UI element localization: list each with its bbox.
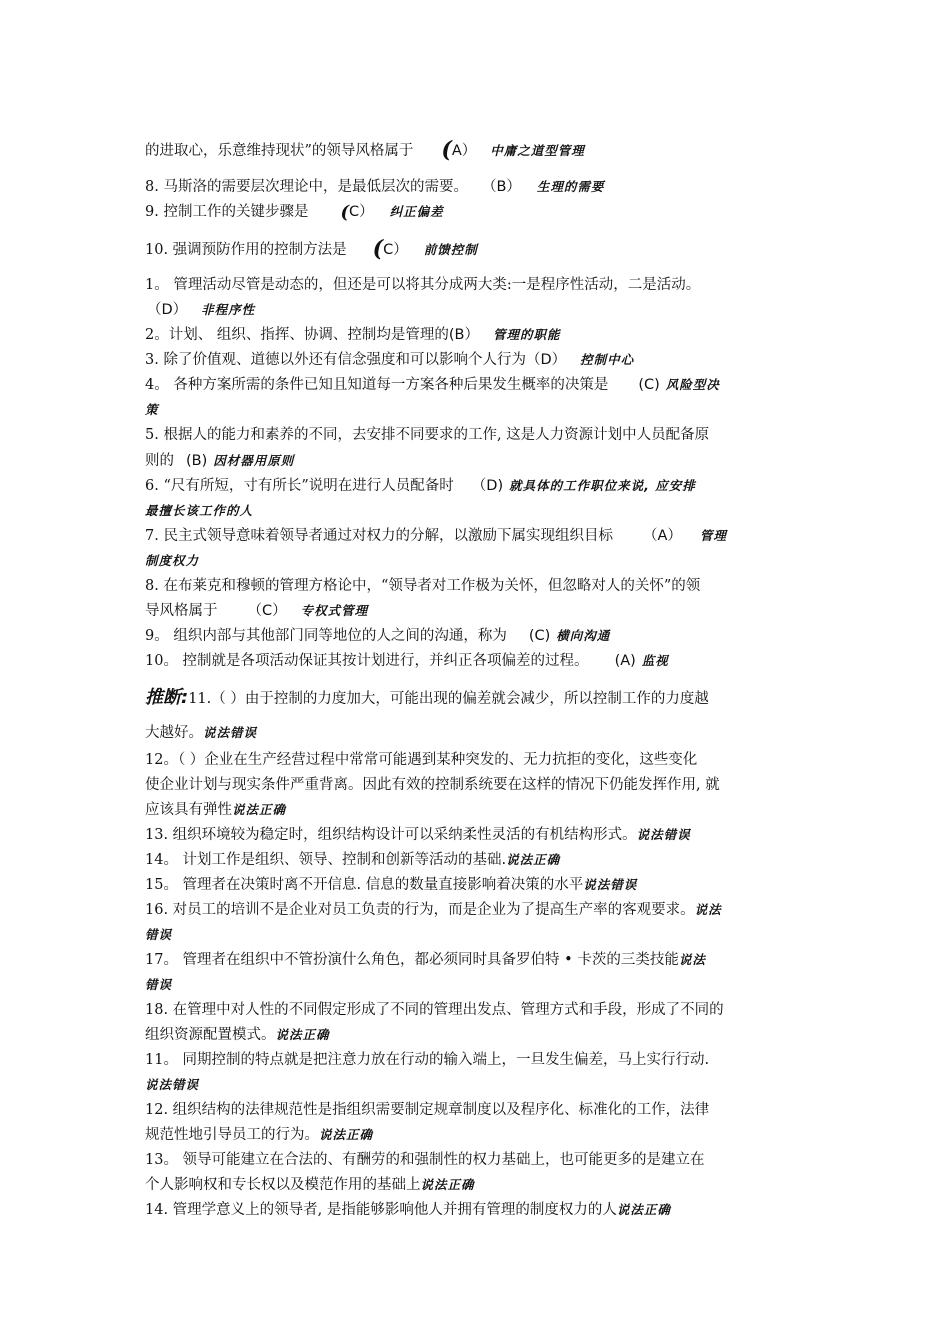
option-label: (B) [186, 453, 208, 469]
answer-text: 说法 [678, 952, 706, 967]
text-line [145, 751, 810, 769]
line-text: 使企业计划与现实条件严重背离。因此有效的控制系统要在这样的情况下仍能发挥作用, 就 [145, 777, 720, 793]
line-text: 11。 同期控制的特点就是把注意力放在行动的输入端上，一旦发生偏差，马上实行行动. [145, 1052, 710, 1068]
open-paren-mark: ( [340, 202, 349, 223]
line-text: 9。 组织内部与其他部门同等地位的人之间的沟通，称为 [145, 628, 507, 644]
text-line [145, 1176, 810, 1194]
text-line [145, 1026, 810, 1044]
line-text: 2。计划、 组织、指挥、协调、控制均是管理的 [145, 327, 449, 343]
text-line [145, 552, 810, 570]
text-line [145, 876, 810, 894]
option-label: （B） [481, 179, 521, 195]
option-label: A） [451, 143, 477, 159]
text-line [145, 1076, 810, 1094]
line-text: 13。 领导可能建立在合法的、有酬劳的和强制性的权力基础上，也可能更多的是建立在 [145, 1152, 705, 1168]
answer-text: 说法正确 [275, 1027, 330, 1042]
text-line [145, 1101, 810, 1119]
line-text: 大越好。 [145, 725, 203, 741]
answer-text: 监视 [641, 653, 669, 668]
text-line [145, 137, 810, 163]
option-label: C） [383, 242, 408, 258]
option-label: C） [348, 204, 374, 220]
answer-text: 专权式管理 [300, 603, 369, 618]
answer-text: 前馈控制 [423, 242, 478, 257]
text-line [145, 801, 810, 819]
line-text: 11.（ ）由于控制的力度加大，可能出现的偏差就会减少，所以控制工作的力度越 [188, 691, 709, 707]
line-text: 16. 对员工的培训不是企业对员工负责的行为，而是企业为了提高生产率的客观要求。 [145, 902, 695, 918]
text-line [145, 1151, 810, 1169]
line-text: 应该具有弹性 [145, 802, 232, 818]
line-text: 1。 管理活动尽管是动态的，但还是可以将其分成两大类:一是程序性活动，二是活动。 [145, 277, 701, 293]
line-text: 组织资源配置模式。 [145, 1027, 276, 1043]
text-line [145, 502, 810, 520]
answer-text: 因材器用原则 [213, 453, 295, 468]
option-label: (C) [638, 377, 660, 393]
text-line [145, 901, 810, 919]
text-line [145, 652, 810, 670]
answer-text: 横向沟通 [556, 628, 611, 643]
line-text: 17。 管理者在组织中不管扮演什么角色，都必须同时具备罗伯特 • 卡茨的三类技能 [145, 952, 679, 968]
text-line [145, 776, 810, 794]
answer-text: 说法正确 [616, 1202, 671, 1217]
line-text: 的进取心，乐意维持现状”的领导风格属于 [145, 143, 414, 159]
text-line [145, 951, 810, 969]
text-line [145, 326, 810, 344]
text-line [145, 1051, 810, 1069]
option-label: (A) [614, 653, 636, 669]
option-label: （A） [642, 528, 682, 544]
text-line [145, 426, 810, 444]
line-text: 13. 组织环境较为稳定时，组织结构设计可以采纳柔性灵活的有机结构形式。 [145, 827, 637, 843]
text-line [145, 851, 810, 869]
text-line [145, 689, 810, 708]
open-paren-mark: ( [441, 137, 452, 163]
answer-text: 管理 [699, 528, 727, 543]
line-text: 3. 除了价值观、道德以外还有信念强度和可以影响个人行为 [145, 352, 526, 368]
text-line [147, 301, 812, 319]
text-line [145, 401, 810, 419]
answer-text: 说法错误 [583, 877, 638, 892]
answer-text: 错误 [145, 977, 173, 992]
answer-text: 纠正偏差 [389, 204, 444, 219]
line-text: 导风格属于 [145, 603, 218, 619]
text-line [145, 724, 810, 742]
text-line [145, 976, 810, 994]
option-label: （D） [525, 352, 567, 368]
line-text: 5. 根据人的能力和素养的不同，去安排不同要求的工作, 这是人力资源计划中人员配备原 [145, 427, 710, 443]
line-text: 则的 [145, 453, 174, 469]
answer-text: 生理的需要 [536, 179, 605, 194]
text-line [145, 602, 810, 620]
answer-text: 说法正确 [420, 1177, 475, 1192]
line-text: 15。 管理者在决策时离不开信息. 信息的数量直接影响着决策的水平 [145, 877, 584, 893]
option-label: （D) [471, 478, 504, 494]
line-text: 规范性地引导员工的行为。 [145, 1127, 319, 1143]
answer-text: 中庸之道型管理 [490, 143, 585, 158]
answer-text: 风险型决 [665, 377, 720, 392]
line-text: 12。（ ）企业在生产经营过程中常常可能遇到某种突发的、无力抗拒的变化，这些变化 [145, 752, 698, 768]
text-line [145, 577, 810, 595]
text-line [145, 477, 810, 495]
answer-text: 说法正确 [319, 1127, 374, 1142]
line-text: 8. 马斯洛的需要层次理论中，是最低层次的需要。 [145, 179, 468, 195]
text-line [145, 527, 810, 545]
text-line [145, 452, 810, 470]
line-text: 18. 在管理中对人性的不同假定形成了不同的管理出发点、管理方式和手段，形成了不同的 [145, 1002, 724, 1018]
answer-text: 说法错误 [145, 1077, 200, 1092]
text-line [145, 1126, 810, 1144]
answer-text: 说法错误 [636, 827, 691, 842]
answer-text: 就具体的工作职位来说, 应安排 [509, 478, 696, 493]
answer-text: 最擅长该工作的人 [145, 503, 254, 518]
text-line [145, 203, 810, 222]
text-line [145, 826, 810, 844]
text-line [145, 376, 810, 394]
answer-text: 说法正确 [506, 852, 561, 867]
text-line [145, 236, 810, 262]
line-text: 12. 组织结构的法律规范性是指组织需要制定规章制度以及程序化、标准化的工作，法律 [145, 1102, 710, 1118]
line-text: 10. 强调预防作用的控制方法是 [145, 242, 347, 258]
open-paren-mark: ( [372, 236, 384, 262]
line-text: 8. 在布莱克和穆顿的管理方格论中，“领导者对工作极为关怀，但忽略对人的关怀”的领 [145, 578, 701, 594]
answer-text: 控制中心 [580, 352, 635, 367]
line-text: 10。 控制就是各项活动保证其按计划进行，并纠正各项偏差的过程。 [145, 653, 589, 669]
line-text: 14. 管理学意义上的领导者, 是指能够影响他人并拥有管理的制度权力的人 [145, 1202, 617, 1218]
answer-text: 策 [145, 402, 159, 417]
answer-text: 制度权力 [145, 553, 200, 568]
answer-text: 说法 [694, 902, 722, 917]
line-text: 7. 民主式领导意味着领导者通过对权力的分解，以激励下属实现组织目标 [145, 528, 613, 544]
text-line [145, 926, 810, 944]
text-line [145, 276, 810, 294]
answer-text: 管理的职能 [492, 327, 561, 342]
option-label: （D） [147, 302, 188, 318]
section-mark: 推断: [145, 687, 189, 708]
text-line [145, 351, 810, 369]
answer-text: 非程序性 [201, 302, 256, 317]
answer-text: 说法错误 [203, 725, 258, 740]
option-label: （C） [247, 603, 287, 619]
option-label: (C) [528, 628, 551, 644]
line-text: 4。 各种方案所需的条件已知且知道每一方案各种后果发生概率的决策是 [145, 377, 609, 393]
text-line [145, 1001, 810, 1019]
option-label: (B） [448, 327, 479, 343]
line-text: 9. 控制工作的关键步骤是 [145, 204, 309, 220]
line-text: 个人影响权和专长权以及模范作用的基础上 [145, 1177, 421, 1193]
line-text: 6. “尺有所短，寸有所长”说明在进行人员配备时 [145, 478, 454, 494]
answer-text: 说法正确 [232, 802, 287, 817]
text-line [145, 178, 810, 196]
answer-text: 错误 [145, 927, 173, 942]
line-text: 14。 计划工作是组织、领导、控制和创新等活动的基础. [145, 852, 507, 868]
text-line [145, 1201, 810, 1219]
text-line [145, 627, 810, 645]
